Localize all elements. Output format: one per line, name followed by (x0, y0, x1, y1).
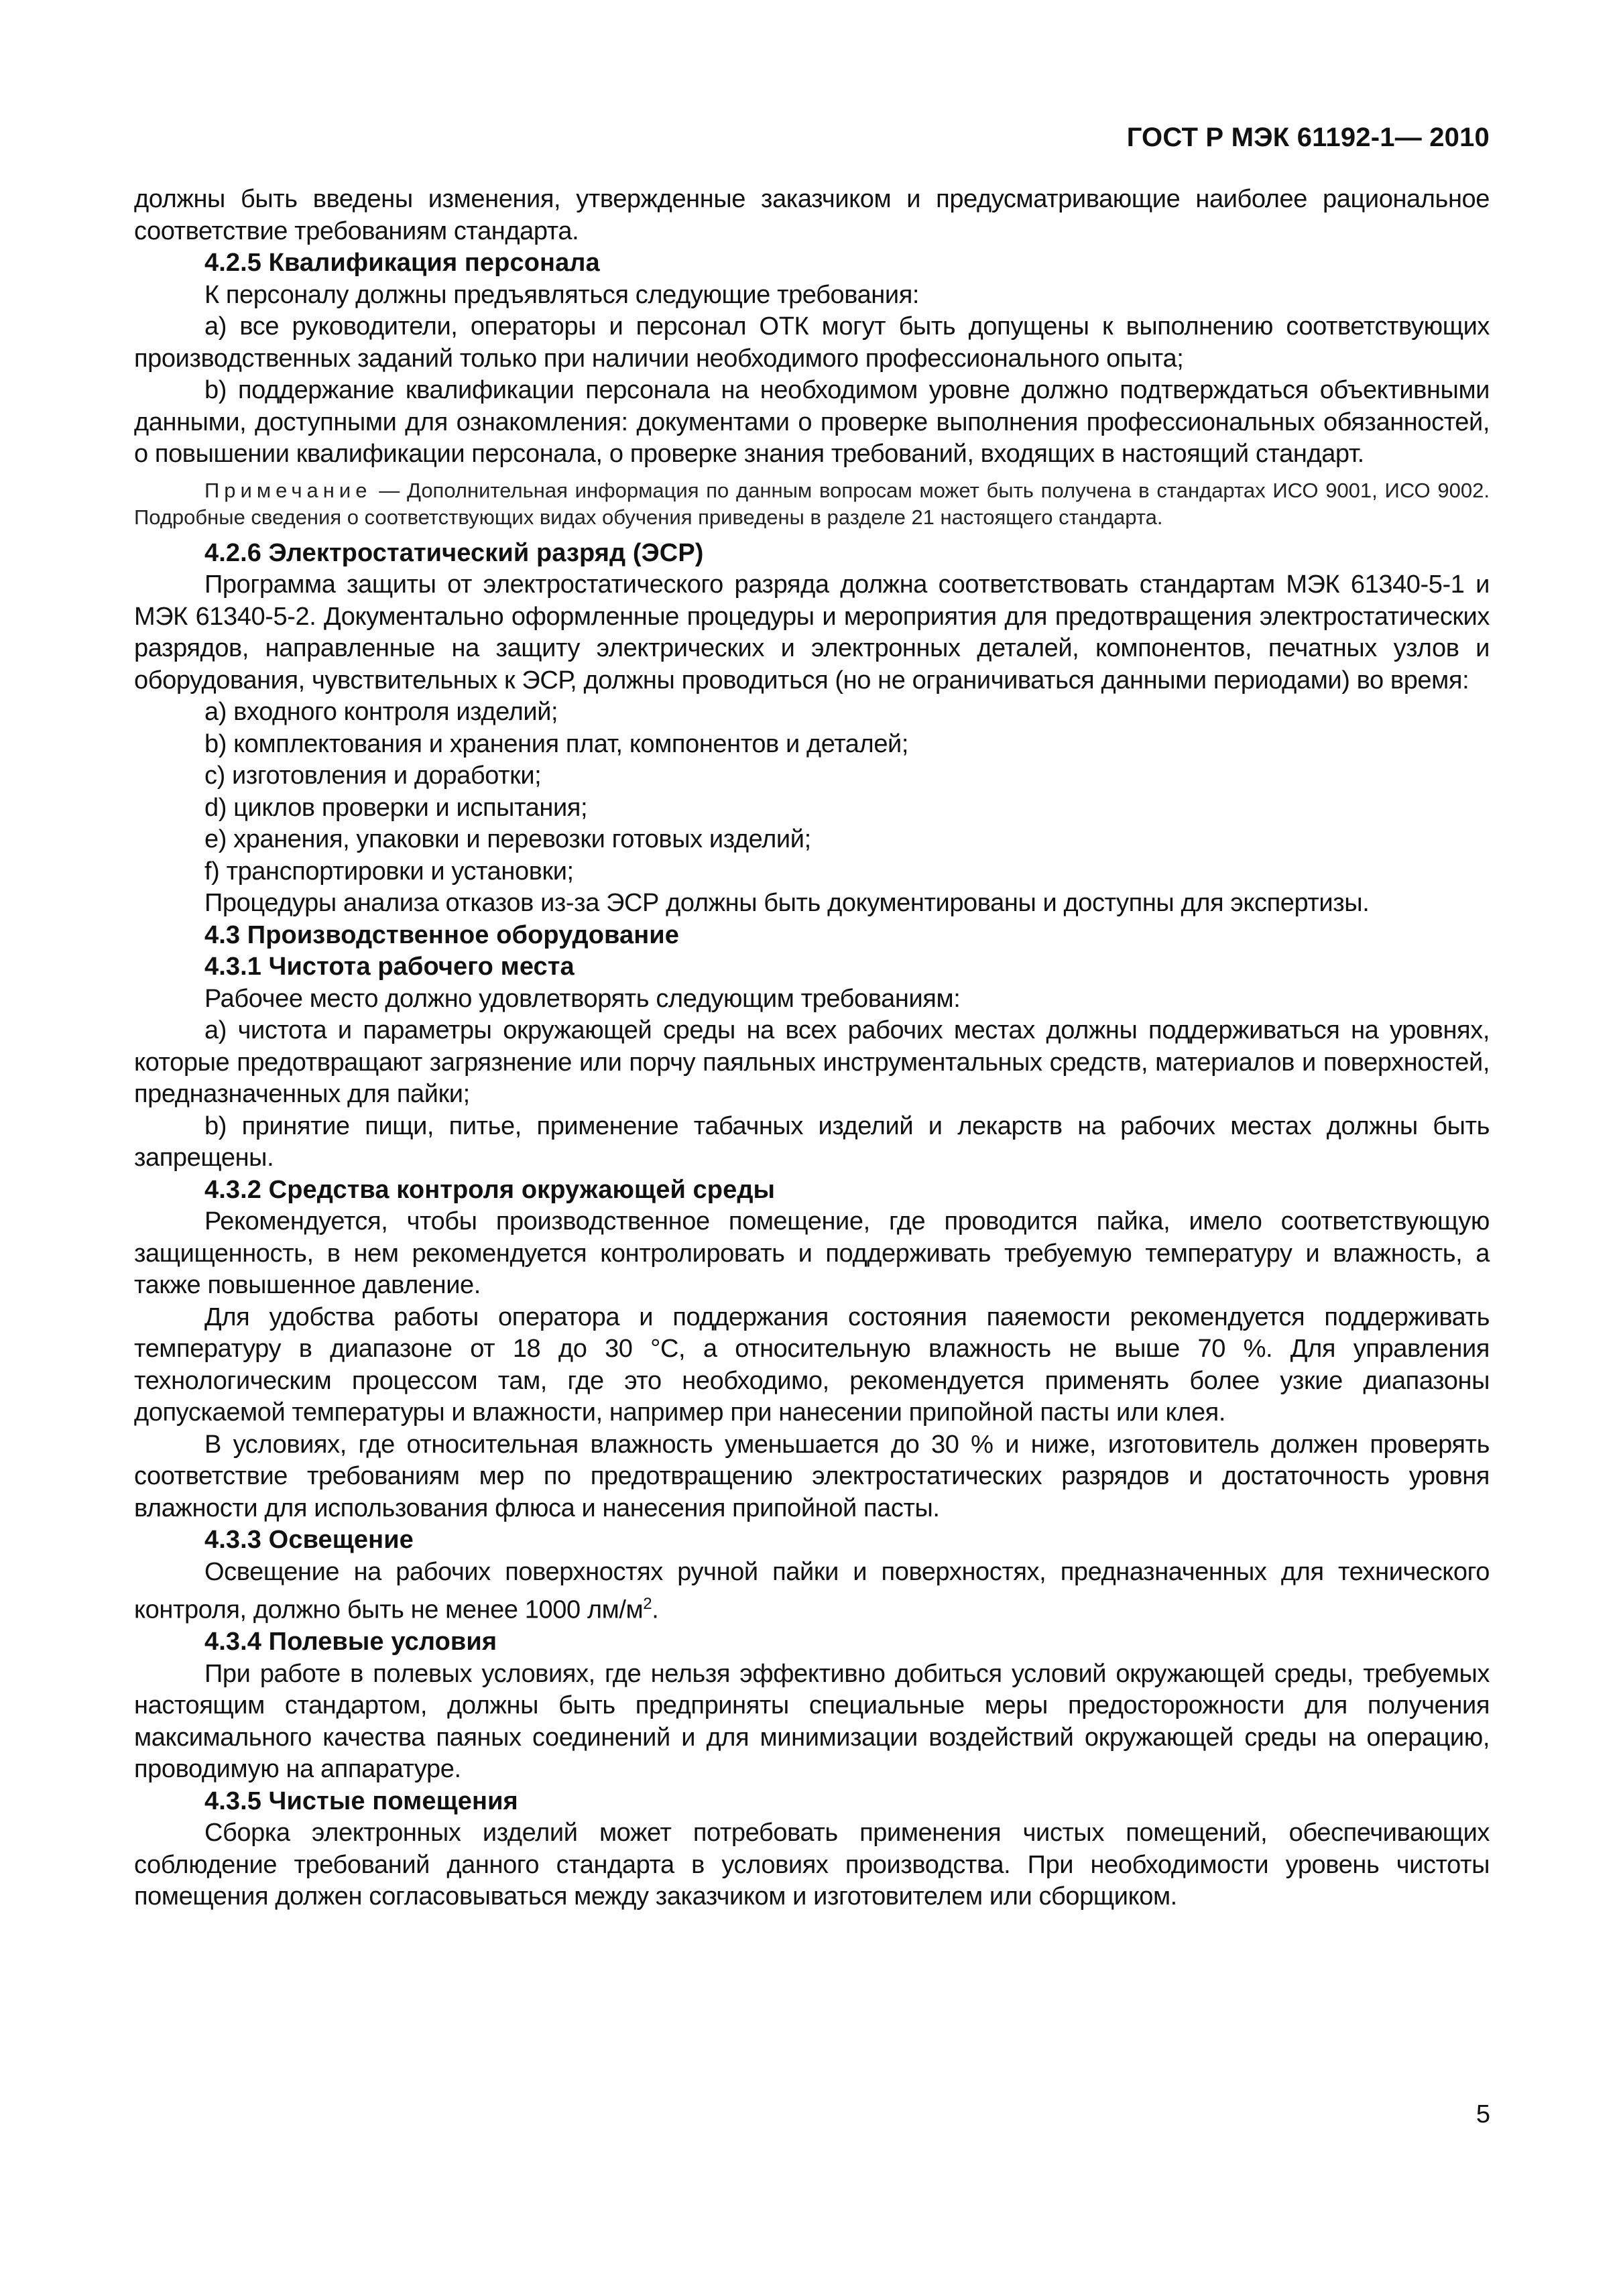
note-text: — Дополнительная информация по данным вопросам может быть получена в стандартах ИСО 9001, ИСО 9002. Подробные сведения о соответствующих видах обучения приведены в разделе 21 настоящего стандарта. (134, 478, 1490, 529)
section-4-2-6-closing: Процедуры анализа отказов из-за ЭСР должны быть документированы и доступны для экспертизы. (204, 889, 1370, 917)
section-4-3-4-paragraph: При работе в полевых условиях, где нельзя эффективно добиться условий окружающей среды, требуемых настоящим стандартом, должны быть предприняты специальные меры предосторожности для получения максимального качества паяных соединений и для минимизации воздействий окружающей среды на операцию, проводимую на аппаратуре. (134, 1659, 1490, 1784)
page-number: 5 (1476, 2100, 1490, 2128)
intro-paragraph: должны быть введены изменения, утвержденные заказчиком и предусматривающие наиболее рациональное соответствие требованиям стандарта. (134, 185, 1490, 245)
section-4-3-3-paragraph (134, 1557, 1490, 1627)
section-4-2-5-item-b: b) поддержание квалификации персонала на необходимом уровне должно подтверждаться объективными данными, доступными для ознакомления: документами о проверке выполнения профессиональных обязанностей, о повышении квалификации персонала, о проверке знания требований, входящих в настоящий стандарт. (134, 376, 1490, 468)
document-page (134, 121, 1490, 1913)
superscript-exponent: 2 (643, 1595, 652, 1613)
section-4-3-4-title: 4.3.4 Полевые условия (204, 1628, 497, 1656)
section-4-3-2-title: 4.3.2 Средства контроля окружающей среды (204, 1175, 776, 1204)
lighting-text-end: . (652, 1595, 659, 1624)
section-4-3-title: 4.3 Производственное оборудование (204, 920, 679, 949)
note (134, 477, 1490, 531)
list-item: е) хранения, упаковки и перевозки готовых изделий; (204, 825, 811, 853)
list-item: d) циклов проверки и испытания; (204, 793, 588, 822)
list-item: а) входного контроля изделий; (204, 698, 558, 726)
section-4-3-5-paragraph: Сборка электронных изделий может потребовать применения чистых помещений, обеспечивающих соблюдение требований данного стандарта в условиях производства. При необходимости уровень чистоты помещения должен согласовываться между заказчиком и изготовителем или сборщиком. (134, 1819, 1490, 1911)
section-4-3-2-paragraph-3: В условиях, где относительная влажность уменьшается до 30 % и ниже, изготовитель должен проверять соответствие требованиям мер по предотвращению электростатических разрядов и достаточность уровня влажности для использования флюса и нанесения припойной пасты. (134, 1430, 1490, 1522)
section-4-3-5-title: 4.3.5 Чистые помещения (204, 1787, 518, 1815)
section-4-2-5-lead: К персоналу должны предъявляться следующие требования: (204, 280, 920, 309)
list-item: c) изготовления и доработки; (204, 762, 542, 790)
section-4-2-6-title: 4.2.6 Электростатический разряд (ЭСР) (204, 538, 704, 567)
section-4-2-5-item-a: а) все руководители, операторы и персонал ОТК могут быть допущены к выполнению соответствующих производственных заданий только при наличии необходимого профессионального опыта; (134, 312, 1490, 373)
section-4-3-1-title: 4.3.1 Чистота рабочего места (204, 953, 575, 981)
section-4-2-5-title: 4.2.5 Квалификация персонала (204, 249, 600, 277)
note-label: Примечание (204, 478, 372, 502)
lighting-text: Освещение на рабочих поверхностях ручной пайки и поверхностях, предназначенных для технического контроля, должно быть не менее 1000 лм/м (134, 1557, 1490, 1624)
section-4-3-2-paragraph-1: Рекомендуется, чтобы производственное помещение, где проводится пайка, имело соответствующую защищенность, в нем рекомендуется контролировать и поддерживать требуемую температуру и влажность, а также повышенное давление. (134, 1207, 1490, 1299)
document-header: ГОСТ Р МЭК 61192-1— 2010 (1126, 123, 1490, 152)
list-item: b) комплектования и хранения плат, компонентов и деталей; (204, 729, 909, 758)
section-4-3-1-lead: Рабочее место должно удовлетворять следующим требованиям: (204, 984, 961, 1013)
section-4-2-6-lead: Программа защиты от электростатического разряда должна соответствовать стандартам МЭК 61340-5-1 и МЭК 61340-5-2. Документально оформленные процедуры и мероприятия для предотвращения электростатических разрядов, направленные на защиту электрических и электронных деталей, компонентов, печатных узлов и оборудования, чувствительных к ЭСР, должны проводиться (но не ограничиваться данными периодами) во время: (134, 570, 1490, 694)
list-item: f) транспортировки и установки; (204, 857, 574, 886)
section-4-3-3-title: 4.3.3 Освещение (204, 1526, 414, 1554)
section-4-3-1-item-b: b) принятие пищи, питье, применение табачных изделий и лекарств на рабочих местах должны быть запрещены. (134, 1111, 1490, 1172)
section-4-3-1-item-a: а) чистота и параметры окружающей среды на всех рабочих местах должны поддерживаться на уровнях, которые предотвращают загрязнение или порчу паяльных инструментальных средств, материалов и поверхностей, предназначенных для пайки; (134, 1016, 1490, 1108)
section-4-3-2-paragraph-2: Для удобства работы оператора и поддержания состояния паяемости рекомендуется поддерживать температуру в диапазоне от 18 до 30 °С, а относительную влажность не выше 70 %. Для управления технологическим процессом там, где это необходимо, рекомендуется применять более узкие диапазоны допускаемой температуры и влажности, например при нанесении припойной пасты или клея. (134, 1303, 1490, 1427)
